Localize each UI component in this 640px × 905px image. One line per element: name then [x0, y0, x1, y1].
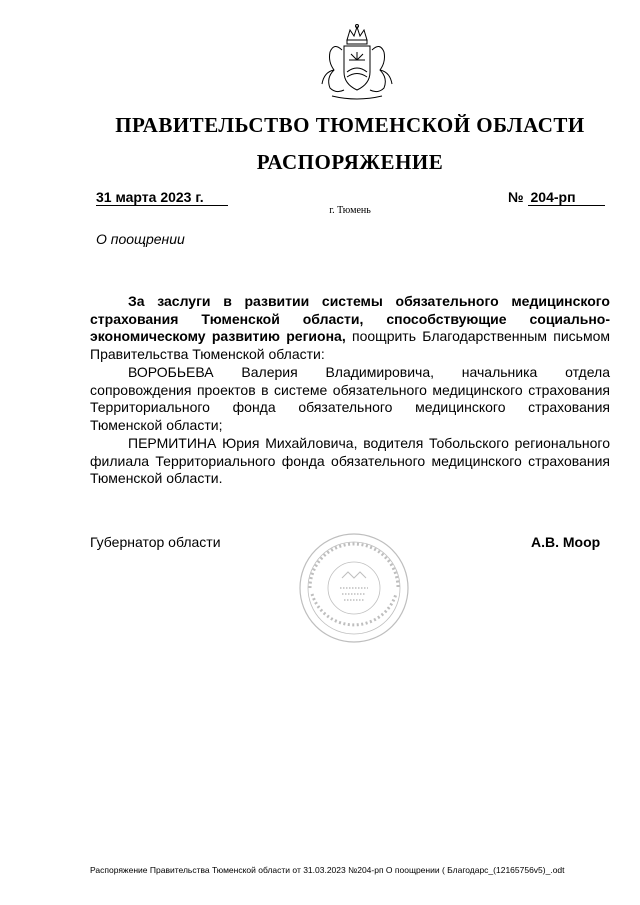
official-seal-icon	[298, 532, 410, 644]
body-paragraph-1-rest: поощрить Благодарственным письмом Правительства Тюменской области:	[90, 328, 610, 362]
document-subject: О поощрении	[96, 231, 185, 247]
document-date: 31 марта 2023 г.	[96, 189, 228, 206]
body-paragraph-1-bold: За заслуги в развитии системы обязательного медицинского страхования Тюменской области, способствующие социально-экономическому развитию региона,	[90, 293, 610, 344]
document-footer: Распоряжение Правительства Тюменской области от 31.03.2023 №204-рп О поощрении ( Благодарс_(12165756v5)_.odt	[90, 865, 565, 875]
body-paragraph-1	[90, 293, 610, 363]
body-paragraph-3: ПЕРМИТИНА Юрия Михайловича, водителя Тобольского регионального филиала Территориального фонда обязательного медицинского страхования Тюменской области.	[90, 435, 610, 486]
document-number	[508, 189, 605, 206]
body-paragraph-2: ВОРОБЬЕВА Валерия Владимировича, начальника отдела сопровождения проектов в системе обязательного медицинского страхования Территориального фонда обязательного медицинского страхования Тюменской области;	[90, 364, 610, 433]
government-title: ПРАВИТЕЛЬСТВО ТЮМЕНСКОЙ ОБЛАСТИ	[115, 113, 585, 137]
number-sign: №	[508, 189, 524, 205]
signatory-name: А.В. Моор	[531, 534, 601, 550]
document-type-title: РАСПОРЯЖЕНИЕ	[256, 150, 444, 174]
coat-of-arms-icon	[312, 22, 402, 104]
city-label: г. Тюмень	[329, 205, 371, 216]
signatory-position: Губернатор области	[90, 534, 221, 550]
number-value: 204-рп	[528, 189, 605, 206]
